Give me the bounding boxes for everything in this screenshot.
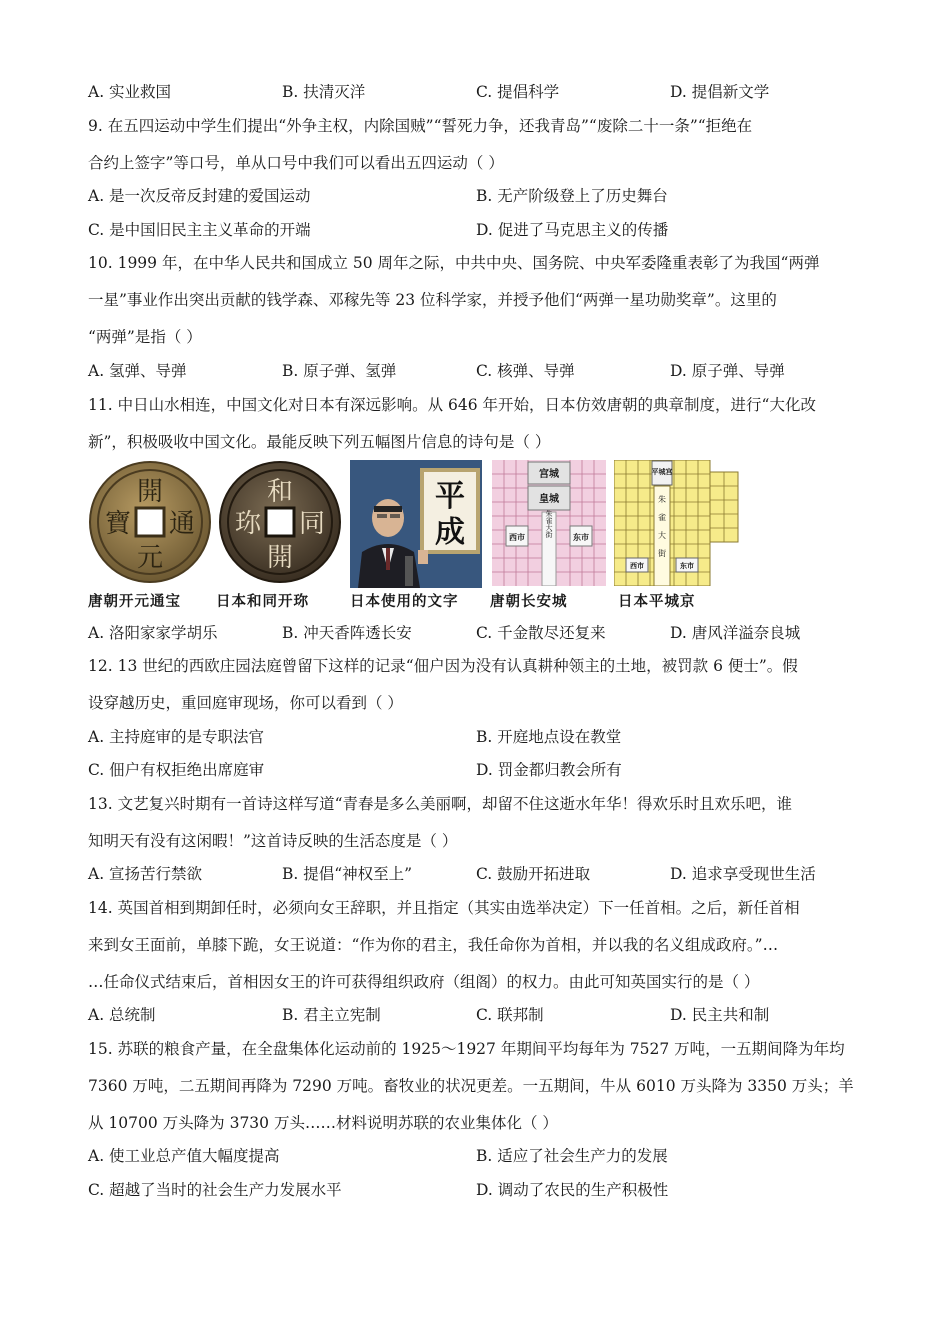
changan-imperial-city-label: 皇城 [539, 494, 559, 505]
q11-options [88, 621, 888, 645]
q11-stem-line1: 11. 中日山水相连，中国文化对日本有深远影响。从 646 年开始，日本仿效唐朝的典章制度，进行“大化改 [88, 396, 816, 414]
kaiyuan-char-left: 寶 [104, 509, 132, 539]
q12-option-b[interactable]: B. 开庭地点设在教堂 [476, 728, 622, 746]
q14-option-b[interactable]: B. 君主立宪制 [282, 1006, 381, 1024]
q12-stem-line2: 设穿越历史，重回庭审现场，你可以看到（ ） [88, 694, 403, 712]
q10-option-d[interactable]: D. 原子弹、导弹 [670, 362, 785, 380]
caption-wado: 日本和同开珎 [216, 594, 309, 610]
q13-option-c[interactable]: C. 鼓励开拓进取 [476, 865, 591, 883]
kaiyuan-char-right: 通 [168, 509, 196, 539]
q12-option-d[interactable]: D. 罚金都归教会所有 [476, 761, 622, 779]
q13-option-b[interactable]: B. 提倡“神权至上” [282, 865, 413, 883]
kaiyuan-coin-image [88, 460, 212, 584]
q15-option-a[interactable]: A. 使工业总产值大幅度提高 [88, 1147, 280, 1165]
q8-option-c[interactable]: C. 提倡科学 [476, 83, 560, 101]
q14-stem-line2: 来到女王面前，单膝下跪，女王说道：“作为你的君主，我任命你为首相，并以我的名义组成政府。”… [88, 936, 779, 954]
q9-option-a[interactable]: A. 是一次反帝反封建的爱国运动 [88, 187, 311, 205]
changan-east-market-label: 东市 [573, 532, 589, 542]
q10-option-a[interactable]: A. 氢弹、导弹 [88, 362, 187, 380]
q12-options-row1 [88, 725, 888, 749]
q14-options [88, 1003, 888, 1027]
kaiyuan-char-top: 開 [136, 477, 164, 507]
q10-stem-line2: 一星”事业作出突出贡献的钱学森、邓稼先等 23 位科学家，并授予他们“两弹一星功勋奖章”。这里的 [88, 291, 777, 309]
changan-palace-label: 宫城 [539, 469, 559, 480]
q13-stem-line2: 知明天有没有这闲暇！”这首诗反映的生活态度是（ ） [88, 832, 458, 850]
q11-option-a[interactable]: A. 洛阳家家学胡乐 [88, 624, 218, 642]
heijokyo-city-map [614, 460, 740, 586]
q9-option-b[interactable]: B. 无产阶级登上了历史舞台 [476, 187, 668, 205]
q14-option-a[interactable]: A. 总统制 [88, 1006, 156, 1024]
q15-option-c[interactable]: C. 超越了当时的社会生产力发展水平 [88, 1181, 342, 1199]
heisei-char-2: 成 [435, 515, 465, 550]
q15-options-row2 [88, 1178, 888, 1202]
heijo-east-market-label: 东市 [680, 561, 694, 570]
heijo-char-da: 大 [658, 531, 666, 540]
q14-stem-line1: 14. 英国首相到期卸任时，必须向女王辞职，并且指定（其实由选举决定）下一任首相。之后，新任首相 [88, 899, 800, 917]
q11-option-b[interactable]: B. 冲天香阵透长安 [282, 624, 412, 642]
caption-changan: 唐朝长安城 [490, 594, 568, 610]
q15-option-d[interactable]: D. 调动了农民的生产积极性 [476, 1181, 669, 1199]
wadokaichin-coin-image [218, 460, 342, 584]
q13-options [88, 862, 888, 886]
q15-options-row1 [88, 1144, 888, 1168]
q13-option-a[interactable]: A. 宣扬苦行禁欲 [88, 865, 203, 883]
heisei-char-1: 平 [435, 479, 465, 514]
q9-option-c[interactable]: C. 是中国旧民主主义革命的开端 [88, 221, 311, 239]
heijo-west-market-label: 西市 [630, 561, 644, 570]
heisei-announcement-photo [350, 460, 482, 588]
q13-option-d[interactable]: D. 追求享受现世生活 [670, 865, 816, 883]
q15-stem-line2: 7360 万吨，二五期间再降为 7290 万吨。畜牧业的状况更差。一五期间，牛从 6010 万头降为 3350 万头；羊 [88, 1077, 854, 1095]
q15-option-b[interactable]: B. 适应了社会生产力的发展 [476, 1147, 668, 1165]
q11-option-d[interactable]: D. 唐风洋溢奈良城 [670, 624, 801, 642]
q9-options-row2 [88, 218, 888, 242]
q12-option-a[interactable]: A. 主持庭审的是专职法官 [88, 728, 265, 746]
changan-city-map [492, 460, 606, 586]
q10-stem-line3: “两弹”是指（ ） [88, 328, 202, 346]
q14-option-c[interactable]: C. 联邦制 [476, 1006, 544, 1024]
q11-figures [88, 460, 748, 610]
q8-option-a[interactable]: A. 实业救国 [88, 83, 172, 101]
q13-stem-line1: 13. 文艺复兴时期有一首诗这样写道“青春是多么美丽啊，却留不住这逝水年华！得欢乐时且欢乐吧，谁 [88, 795, 793, 813]
q11-stem-line2: 新”，积极吸收中国文化。最能反映下列五幅图片信息的诗句是（ ） [88, 433, 551, 451]
heijo-palace-label: 平城宫 [651, 467, 673, 476]
q10-option-c[interactable]: C. 核弹、导弹 [476, 362, 575, 380]
q8-options [88, 80, 888, 104]
heijo-char-zhu: 朱 [658, 495, 666, 504]
q10-stem-line1: 10. 1999 年，在中华人民共和国成立 50 周年之际，中共中央、国务院、中央军委隆重表彰了为我国“两弹 [88, 254, 820, 272]
caption-kaiyuan: 唐朝开元通宝 [88, 594, 181, 610]
wado-char-right: 同 [298, 509, 326, 539]
q8-option-b[interactable]: B. 扶清灭洋 [282, 83, 366, 101]
changan-west-market-label: 西市 [509, 532, 525, 542]
q15-stem-line1: 15. 苏联的粮食产量，在全盘集体化运动前的 1925～1927 年期间平均每年为 7527 万吨，一五期间降为年均 [88, 1040, 845, 1058]
q9-option-d[interactable]: D. 促进了马克思主义的传播 [476, 221, 669, 239]
q10-options [88, 359, 888, 383]
heijo-char-que: 雀 [658, 513, 666, 522]
wado-char-left: 珎 [234, 509, 262, 539]
wado-char-bottom: 開 [266, 543, 294, 573]
q9-stem-line2: 合约上签字”等口号，单从口号中我们可以看出五四运动（ ） [88, 154, 504, 172]
q12-stem-line1: 12. 13 世纪的西欧庄园法庭曾留下这样的记录“佃户因为没有认真耕种领主的土地，被罚款 6 便士”。假 [88, 657, 798, 675]
caption-japanese-script: 日本使用的文字 [350, 594, 459, 610]
changan-zhuque-label: 朱雀大街 [545, 510, 553, 538]
q12-option-c[interactable]: C. 佃户有权拒绝出席庭审 [88, 761, 265, 779]
kaiyuan-char-bottom: 元 [136, 543, 164, 573]
q9-stem-line1: 9. 在五四运动中学生们提出“外争主权，内除国贼”“誓死力争，还我青岛”“废除二十一条”“拒绝在 [88, 117, 753, 135]
heijo-char-jie: 街 [658, 549, 666, 558]
q14-stem-line3: …任命仪式结束后，首相因女王的许可获得组织政府（组阁）的权力。由此可知英国实行的是（ ） [88, 973, 760, 991]
q11-option-c[interactable]: C. 千金散尽还复来 [476, 624, 606, 642]
q12-options-row2 [88, 758, 888, 782]
wado-char-top: 和 [266, 477, 294, 507]
q8-option-d[interactable]: D. 提倡新文学 [670, 83, 770, 101]
q15-stem-line3: 从 10700 万头降为 3730 万头……材料说明苏联的农业集体化（ ） [88, 1114, 558, 1132]
caption-heijokyo: 日本平城京 [618, 594, 696, 610]
q9-options-row1 [88, 184, 888, 208]
q14-option-d[interactable]: D. 民主共和制 [670, 1006, 770, 1024]
q10-option-b[interactable]: B. 原子弹、氢弹 [282, 362, 397, 380]
